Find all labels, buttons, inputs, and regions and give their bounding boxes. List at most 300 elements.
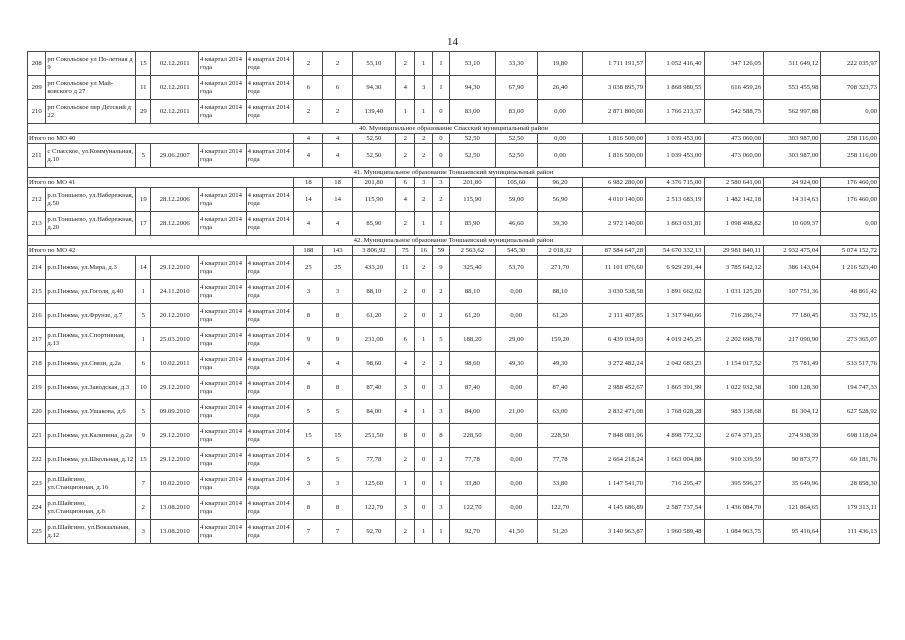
cost-total: 2 111 407,85 xyxy=(583,304,646,328)
area-b: 39,30 xyxy=(537,212,582,236)
apartments-total: 2 xyxy=(294,100,323,124)
apartments-resettled: 9 xyxy=(323,328,352,352)
fund-regional: 395 596,27 xyxy=(704,472,764,496)
area-total: 251,50 xyxy=(352,424,395,448)
planned-start-quarter: 4 квартал 2014 года xyxy=(199,304,247,328)
fund-extra: 194 747,33 xyxy=(821,376,880,400)
people-a: 1 xyxy=(415,100,432,124)
apartments-resettled: 7 xyxy=(323,520,352,544)
fund-regional: 1 098 498,82 xyxy=(704,212,764,236)
fund-regional: 1 154 017,52 xyxy=(704,352,764,376)
planned-end-quarter: 4 квартал 2014 года xyxy=(246,188,294,212)
area-resettled: 83,00 xyxy=(450,100,495,124)
people-a: 0 xyxy=(415,424,432,448)
area-total: 84,00 xyxy=(352,400,395,424)
people-a: 16 xyxy=(415,246,432,256)
row-number: 211 xyxy=(28,144,46,168)
section-title: 41. Муниципальное образование Тоншаевский муниципальный район xyxy=(28,168,880,178)
area-a: 0,00 xyxy=(495,496,537,520)
fund-local: 10 609,37 xyxy=(764,212,821,236)
area-b: 63,00 xyxy=(537,400,582,424)
house-address: р.п.Пижма, ул.Калинина, д.2а xyxy=(46,424,136,448)
area-resettled: 2 563,62 xyxy=(450,246,495,256)
area-a: 105,60 xyxy=(495,178,537,188)
house-address: р.п.Тоншаево, ул.Набережная, д.50 xyxy=(46,188,136,212)
fund-regional: 1 022 932,38 xyxy=(704,376,764,400)
area-b: 0,00 xyxy=(537,134,582,144)
fund-extra: 48 861,42 xyxy=(821,280,880,304)
apartments-total: 4 xyxy=(294,212,323,236)
people-total: 4 xyxy=(396,188,415,212)
cost-total: 4 145 686,89 xyxy=(583,496,646,520)
apartments-total: 5 xyxy=(294,448,323,472)
area-a: 0,00 xyxy=(495,448,537,472)
area-resettled: 85,90 xyxy=(450,212,495,236)
cost-total: 4 010 140,00 xyxy=(583,188,646,212)
area-a: 49,30 xyxy=(495,352,537,376)
table-row xyxy=(28,144,880,168)
area-a: 29,00 xyxy=(495,328,537,352)
recognition-date: 13.08.2010 xyxy=(151,496,199,520)
fund-local: 24 924,00 xyxy=(764,178,821,188)
people-total: 3 xyxy=(396,496,415,520)
fund-federal: 2 587 737,54 xyxy=(646,496,704,520)
area-a: 41,50 xyxy=(495,520,537,544)
area-b: 19,80 xyxy=(537,52,582,76)
document-number: 10 xyxy=(136,376,151,400)
fund-regional: 542 588,75 xyxy=(704,100,764,124)
area-resettled: 98,60 xyxy=(450,352,495,376)
house-address: р.п.Шайгино, ул.Станционная, д.16 xyxy=(46,472,136,496)
area-total: 98,60 xyxy=(352,352,395,376)
fund-regional: 1 084 963,75 xyxy=(704,520,764,544)
planned-start-quarter: 4 квартал 2014 года xyxy=(199,472,247,496)
row-number: 221 xyxy=(28,424,46,448)
table-row xyxy=(28,52,880,76)
people-total: 4 xyxy=(396,76,415,100)
cost-total: 7 848 081,96 xyxy=(583,424,646,448)
people-a: 2 xyxy=(415,144,432,168)
house-address: рп Сокольское пер Детский д 22 xyxy=(46,100,136,124)
fund-regional: 910 339,59 xyxy=(704,448,764,472)
planned-end-quarter: 4 квартал 2014 года xyxy=(246,76,294,100)
apartments-total: 8 xyxy=(294,376,323,400)
people-b: 3 xyxy=(432,376,449,400)
fund-extra: 222 035,97 xyxy=(821,52,880,76)
people-total: 75 xyxy=(396,246,415,256)
apartments-resettled: 18 xyxy=(323,178,352,188)
apartments-resettled: 3 xyxy=(323,280,352,304)
apartments-total: 4 xyxy=(294,144,323,168)
section-header-row xyxy=(28,236,880,246)
area-b: 61,20 xyxy=(537,304,582,328)
planned-start-quarter: 4 квартал 2014 года xyxy=(199,144,247,168)
area-b: 228,50 xyxy=(537,424,582,448)
planned-start-quarter: 4 квартал 2014 года xyxy=(199,212,247,236)
fund-extra: 28 858,30 xyxy=(821,472,880,496)
recognition-date: 02.12.2011 xyxy=(151,52,199,76)
row-number: 220 xyxy=(28,400,46,424)
cost-total: 2 972 140,00 xyxy=(583,212,646,236)
recognition-date: 25.03.2010 xyxy=(151,328,199,352)
area-total: 77,78 xyxy=(352,448,395,472)
area-b: 2 018,32 xyxy=(537,246,582,256)
area-a: 0,00 xyxy=(495,280,537,304)
apartments-resettled: 4 xyxy=(323,212,352,236)
row-number: 222 xyxy=(28,448,46,472)
area-resettled: 52,50 xyxy=(450,144,495,168)
fund-federal: 54 670 332,13 xyxy=(646,246,704,256)
fund-local: 95 410,64 xyxy=(764,520,821,544)
area-a: 33,30 xyxy=(495,52,537,76)
people-b: 0 xyxy=(432,100,449,124)
area-b: 88,10 xyxy=(537,280,582,304)
house-address: р.п.Пижма, ул.Гоголя, д.40 xyxy=(46,280,136,304)
apartments-resettled: 2 xyxy=(323,100,352,124)
fund-regional: 1 436 084,70 xyxy=(704,496,764,520)
planned-end-quarter: 4 квартал 2014 года xyxy=(246,472,294,496)
planned-end-quarter: 4 квартал 2014 года xyxy=(246,304,294,328)
planned-start-quarter: 4 квартал 2014 года xyxy=(199,76,247,100)
people-a: 2 xyxy=(415,352,432,376)
fund-local: 14 314,63 xyxy=(764,188,821,212)
people-a: 1 xyxy=(415,400,432,424)
apartments-total: 15 xyxy=(294,424,323,448)
area-total: 115,90 xyxy=(352,188,395,212)
fund-federal: 2 042 683,23 xyxy=(646,352,704,376)
fund-regional: 983 138,68 xyxy=(704,400,764,424)
section-header-row xyxy=(28,168,880,178)
fund-regional: 473 060,00 xyxy=(704,134,764,144)
apartments-resettled: 6 xyxy=(323,76,352,100)
area-resettled: 33,80 xyxy=(450,472,495,496)
document-number: 5 xyxy=(136,304,151,328)
planned-end-quarter: 4 квартал 2014 года xyxy=(246,52,294,76)
fund-regional: 2 202 698,78 xyxy=(704,328,764,352)
table-row xyxy=(28,212,880,236)
house-address: рп Сокольское ул Май-ковского д 27 xyxy=(46,76,136,100)
fund-regional: 716 286,74 xyxy=(704,304,764,328)
fund-regional: 616 459,26 xyxy=(704,76,764,100)
area-resettled: 53,10 xyxy=(450,52,495,76)
fund-extra: 179 313,11 xyxy=(821,496,880,520)
planned-start-quarter: 4 квартал 2014 года xyxy=(199,376,247,400)
planned-start-quarter: 4 квартал 2014 года xyxy=(199,280,247,304)
document-number: 2 xyxy=(136,496,151,520)
area-total: 52,50 xyxy=(352,134,395,144)
people-total: 2 xyxy=(396,448,415,472)
planned-start-quarter: 4 квартал 2014 года xyxy=(199,52,247,76)
area-resettled: 84,00 xyxy=(450,400,495,424)
planned-end-quarter: 4 квартал 2014 года xyxy=(246,400,294,424)
area-a: 46,60 xyxy=(495,212,537,236)
area-resettled: 61,20 xyxy=(450,304,495,328)
document-number: 29 xyxy=(136,100,151,124)
people-total: 6 xyxy=(396,178,415,188)
document-number: 1 xyxy=(136,328,151,352)
fund-local: 121 864,65 xyxy=(764,496,821,520)
table-row xyxy=(28,304,880,328)
people-a: 0 xyxy=(415,448,432,472)
people-total: 2 xyxy=(396,520,415,544)
fund-local: 274 938,39 xyxy=(764,424,821,448)
recognition-date: 29.12.2010 xyxy=(151,448,199,472)
document-number: 11 xyxy=(136,76,151,100)
area-b: 49,30 xyxy=(537,352,582,376)
recognition-date: 20.12.2010 xyxy=(151,304,199,328)
fund-local: 311 649,12 xyxy=(764,52,821,76)
cost-total: 3 272 482,24 xyxy=(583,352,646,376)
row-number: 213 xyxy=(28,212,46,236)
apartments-resettled: 2 xyxy=(323,52,352,76)
planned-end-quarter: 4 квартал 2014 года xyxy=(246,496,294,520)
people-b: 3 xyxy=(432,400,449,424)
document-number: 15 xyxy=(136,448,151,472)
apartments-resettled: 5 xyxy=(323,400,352,424)
cost-total: 6 982 280,00 xyxy=(583,178,646,188)
recognition-date: 29.12.2010 xyxy=(151,424,199,448)
area-b: 96,20 xyxy=(537,178,582,188)
fund-extra: 258 116,00 xyxy=(821,134,880,144)
fund-local: 90 873,77 xyxy=(764,448,821,472)
apartments-total: 18 xyxy=(294,178,323,188)
row-number: 210 xyxy=(28,100,46,124)
area-resettled: 325,40 xyxy=(450,256,495,280)
table-row xyxy=(28,280,880,304)
people-b: 2 xyxy=(432,280,449,304)
row-number: 212 xyxy=(28,188,46,212)
area-resettled: 52,50 xyxy=(450,134,495,144)
people-b: 2 xyxy=(432,188,449,212)
table-row xyxy=(28,188,880,212)
fund-federal: 4 898 772,32 xyxy=(646,424,704,448)
recognition-date: 28.12.2006 xyxy=(151,188,199,212)
cost-total: 3 030 538,58 xyxy=(583,280,646,304)
document-number: 5 xyxy=(136,400,151,424)
people-total: 4 xyxy=(396,352,415,376)
people-b: 59 xyxy=(432,246,449,256)
apartments-total: 9 xyxy=(294,328,323,352)
people-a: 1 xyxy=(415,328,432,352)
people-total: 6 xyxy=(396,328,415,352)
apartments-resettled: 8 xyxy=(323,304,352,328)
apartments-resettled: 3 xyxy=(323,472,352,496)
fund-local: 75 781,49 xyxy=(764,352,821,376)
recognition-date: 10.02.2011 xyxy=(151,352,199,376)
apartments-total: 8 xyxy=(294,304,323,328)
planned-end-quarter: 4 квартал 2014 года xyxy=(246,256,294,280)
area-b: 26,40 xyxy=(537,76,582,100)
area-total: 61,20 xyxy=(352,304,395,328)
table-row xyxy=(28,76,880,100)
area-total: 201,80 xyxy=(352,178,395,188)
area-total: 231,00 xyxy=(352,328,395,352)
planned-start-quarter: 4 квартал 2014 года xyxy=(199,328,247,352)
table-row xyxy=(28,496,880,520)
fund-federal: 1 960 589,48 xyxy=(646,520,704,544)
apartments-resettled: 4 xyxy=(323,144,352,168)
fund-federal: 1 039 453,00 xyxy=(646,144,704,168)
fund-federal: 1 039 453,00 xyxy=(646,134,704,144)
document-number: 3 xyxy=(136,520,151,544)
planned-end-quarter: 4 квартал 2014 года xyxy=(246,100,294,124)
area-b: 271,70 xyxy=(537,256,582,280)
people-a: 0 xyxy=(415,304,432,328)
fund-federal: 1 663 004,88 xyxy=(646,448,704,472)
people-a: 1 xyxy=(415,212,432,236)
fund-federal: 716 295,47 xyxy=(646,472,704,496)
subtotal-label: Итого по МО 41 xyxy=(28,178,294,188)
house-address: р.п.Пижма, ул.Школьная, д.12 xyxy=(46,448,136,472)
document-number: 1 xyxy=(136,280,151,304)
apartments-total: 6 xyxy=(294,76,323,100)
area-a: 0,00 xyxy=(495,424,537,448)
people-total: 2 xyxy=(396,280,415,304)
planned-start-quarter: 4 квартал 2014 года xyxy=(199,352,247,376)
fund-federal: 4 376 715,00 xyxy=(646,178,704,188)
area-resettled: 87,40 xyxy=(450,376,495,400)
people-b: 2 xyxy=(432,448,449,472)
people-a: 1 xyxy=(415,520,432,544)
people-b: 1 xyxy=(432,76,449,100)
area-a: 52,50 xyxy=(495,144,537,168)
apartments-total: 3 xyxy=(294,472,323,496)
table-row xyxy=(28,424,880,448)
subtotal-row xyxy=(28,246,880,256)
house-address: р.п.Пижма, ул.Мира, д.3 xyxy=(46,256,136,280)
apartments-total: 4 xyxy=(294,352,323,376)
people-a: 2 xyxy=(415,256,432,280)
apartments-resettled: 4 xyxy=(323,134,352,144)
apartments-resettled: 15 xyxy=(323,424,352,448)
fund-local: 303 987,00 xyxy=(764,144,821,168)
section-title: 42. Муниципальное образование Тоншаевский муниципальный район xyxy=(28,236,880,246)
fund-federal: 4 019 245,25 xyxy=(646,328,704,352)
fund-local: 562 997,88 xyxy=(764,100,821,124)
apartments-resettled: 5 xyxy=(323,448,352,472)
people-total: 2 xyxy=(396,52,415,76)
subtotal-row xyxy=(28,178,880,188)
planned-end-quarter: 4 квартал 2014 года xyxy=(246,144,294,168)
fund-regional: 2 674 371,25 xyxy=(704,424,764,448)
cost-total: 2 988 452,67 xyxy=(583,376,646,400)
recognition-date: 02.12.2011 xyxy=(151,76,199,100)
fund-local: 386 143,04 xyxy=(764,256,821,280)
planned-start-quarter: 4 квартал 2014 года xyxy=(199,400,247,424)
planned-end-quarter: 4 квартал 2014 года xyxy=(246,352,294,376)
area-a: 0,00 xyxy=(495,304,537,328)
people-b: 0 xyxy=(432,134,449,144)
fund-regional: 29 981 840,11 xyxy=(704,246,764,256)
document-number: 6 xyxy=(136,352,151,376)
row-number: 218 xyxy=(28,352,46,376)
area-resettled: 77,78 xyxy=(450,448,495,472)
fund-extra: 708 323,73 xyxy=(821,76,880,100)
area-total: 94,30 xyxy=(352,76,395,100)
fund-federal: 1 768 028,28 xyxy=(646,400,704,424)
area-resettled: 201,80 xyxy=(450,178,495,188)
table-row xyxy=(28,100,880,124)
area-total: 53,10 xyxy=(352,52,395,76)
area-b: 122,70 xyxy=(537,496,582,520)
fund-extra: 533 517,76 xyxy=(821,352,880,376)
row-number: 209 xyxy=(28,76,46,100)
area-b: 51,20 xyxy=(537,520,582,544)
fund-federal: 6 929 291,44 xyxy=(646,256,704,280)
cost-total: 87 584 647,28 xyxy=(583,246,646,256)
fund-federal: 1 052 416,40 xyxy=(646,52,704,76)
table-row xyxy=(28,376,880,400)
apartments-resettled: 8 xyxy=(323,496,352,520)
cost-total: 1 816 500,00 xyxy=(583,134,646,144)
planned-start-quarter: 4 квартал 2014 года xyxy=(199,100,247,124)
table-row xyxy=(28,400,880,424)
page-number: 14 xyxy=(447,36,458,48)
fund-local: 107 751,36 xyxy=(764,280,821,304)
area-resettled: 122,70 xyxy=(450,496,495,520)
row-number: 216 xyxy=(28,304,46,328)
apartments-total: 25 xyxy=(294,256,323,280)
fund-regional: 347 126,05 xyxy=(704,52,764,76)
recognition-date: 29.12.2010 xyxy=(151,256,199,280)
document-number: 17 xyxy=(136,212,151,236)
people-b: 1 xyxy=(432,212,449,236)
area-b: 56,90 xyxy=(537,188,582,212)
apartments-total: 4 xyxy=(294,134,323,144)
house-address: р.п.Пижма, ул.Ушакова, д.6 xyxy=(46,400,136,424)
planned-end-quarter: 4 квартал 2014 года xyxy=(246,520,294,544)
people-b: 5 xyxy=(432,328,449,352)
people-a: 2 xyxy=(415,134,432,144)
cost-total: 1 816 500,00 xyxy=(583,144,646,168)
area-a: 0,00 xyxy=(495,376,537,400)
fund-extra: 5 074 152,72 xyxy=(821,246,880,256)
people-a: 3 xyxy=(415,76,432,100)
people-b: 3 xyxy=(432,496,449,520)
people-a: 0 xyxy=(415,472,432,496)
table-row xyxy=(28,352,880,376)
people-b: 2 xyxy=(432,304,449,328)
fund-regional: 1 482 142,18 xyxy=(704,188,764,212)
area-b: 33,80 xyxy=(537,472,582,496)
fund-extra: 33 792,15 xyxy=(821,304,880,328)
house-address: р.п.Шайгино, ул.Станционная, д.6 xyxy=(46,496,136,520)
section-title: 40. Муниципальное образование Спасский муниципальный район xyxy=(28,124,880,134)
cost-total: 3 140 963,87 xyxy=(583,520,646,544)
planned-start-quarter: 4 квартал 2014 года xyxy=(199,188,247,212)
house-address: р.п.Пижма, ул.Спортивная, д.13 xyxy=(46,328,136,352)
document-number: 19 xyxy=(136,188,151,212)
recognition-date: 24.11.2010 xyxy=(151,280,199,304)
apartments-total: 7 xyxy=(294,520,323,544)
fund-regional: 473 060,00 xyxy=(704,144,764,168)
planned-start-quarter: 4 квартал 2014 года xyxy=(199,496,247,520)
people-a: 0 xyxy=(415,376,432,400)
house-address: р.п.Тоншаево, ул.Набережная, д.20 xyxy=(46,212,136,236)
people-b: 3 xyxy=(432,178,449,188)
recognition-date: 29.06.2007 xyxy=(151,144,199,168)
apartments-total: 2 xyxy=(294,52,323,76)
area-b: 0,00 xyxy=(537,144,582,168)
apartments-total: 14 xyxy=(294,188,323,212)
planned-start-quarter: 4 квартал 2014 года xyxy=(199,256,247,280)
recognition-date: 13.08.2010 xyxy=(151,520,199,544)
people-b: 1 xyxy=(432,52,449,76)
area-total: 122,70 xyxy=(352,496,395,520)
apartments-resettled: 143 xyxy=(323,246,352,256)
recognition-date: 02.12.2011 xyxy=(151,100,199,124)
planned-start-quarter: 4 квартал 2014 года xyxy=(199,424,247,448)
